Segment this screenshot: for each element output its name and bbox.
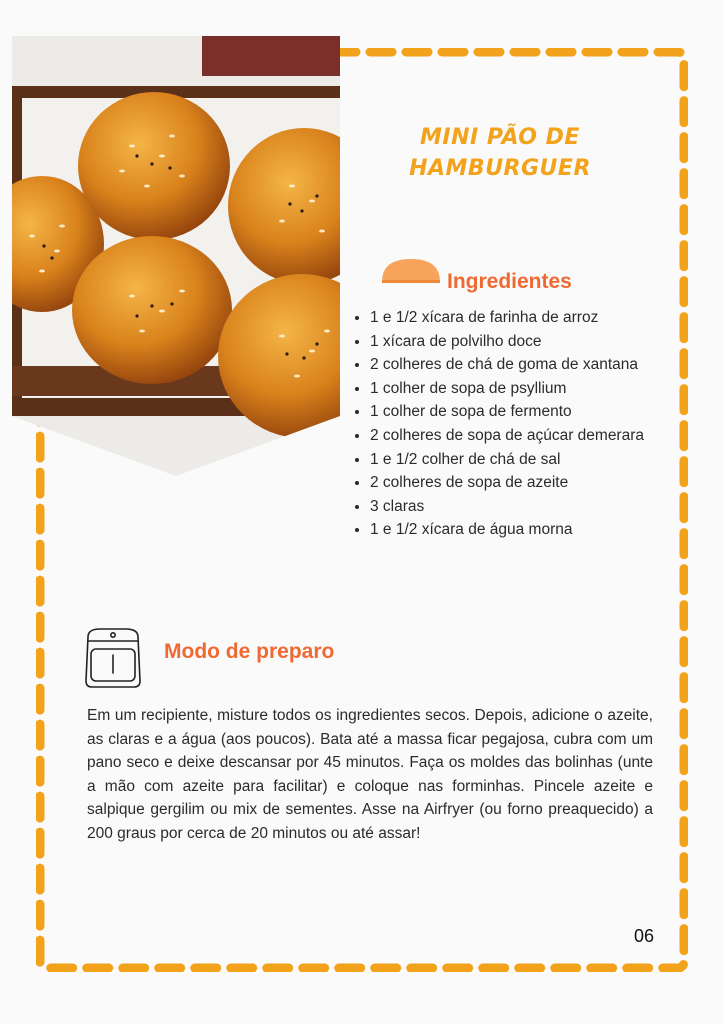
burger-buns-photo [12,36,340,476]
list-item: • 2 colheres de sopa de açúcar demerara [370,424,670,448]
bun-2 [78,92,230,240]
list-item: • 1 e 1/2 xícara de água morna [370,518,670,542]
page-number: 06 [633,926,654,946]
list-item: • 2 colheres de sopa de azeite [370,471,670,495]
preparation-heading: Modo de preparo [164,640,335,663]
ingredients-heading: Ingredientes [447,270,572,293]
bun-4 [72,236,232,384]
list-item: • 3 claras [370,495,670,519]
list-item: • 1 e 1/2 colher de chá de sal [370,448,670,472]
ingredients-list [352,306,670,542]
list-item: • 1 colher de sopa de psyllium [370,377,670,401]
list-item: • 2 colheres de chá de goma de xantana [370,353,670,377]
bun-icon [380,256,442,284]
list-item: • 1 e 1/2 xícara de farinha de arroz [370,306,670,330]
air-fryer-icon [80,625,146,691]
list-item: • 1 xícara de polvilho doce [370,330,670,354]
list-item: • 1 colher de sopa de fermento [370,400,670,424]
preparation-text: Em um recipiente, misture todos os ingredientes secos. Depois, adicione o azeite, as claras e a água (aos poucos). Bata até a massa ficar pegajosa, cubra com um pano seco e deixe descansar por 45 minutos. Faça os moldes das bolinhas (unte a mão com azeite para facilitar) e coloque nas forminhas. Pincele azeite e salpique gergilim ou mix de sementes. Asse na Airfryer (ou forno preaquecido) a 200 graus por cerca de 20 minutos ou até assar! [87,707,653,842]
recipe-title: MINI PÃO DE HAMBURGUER [409,125,591,181]
